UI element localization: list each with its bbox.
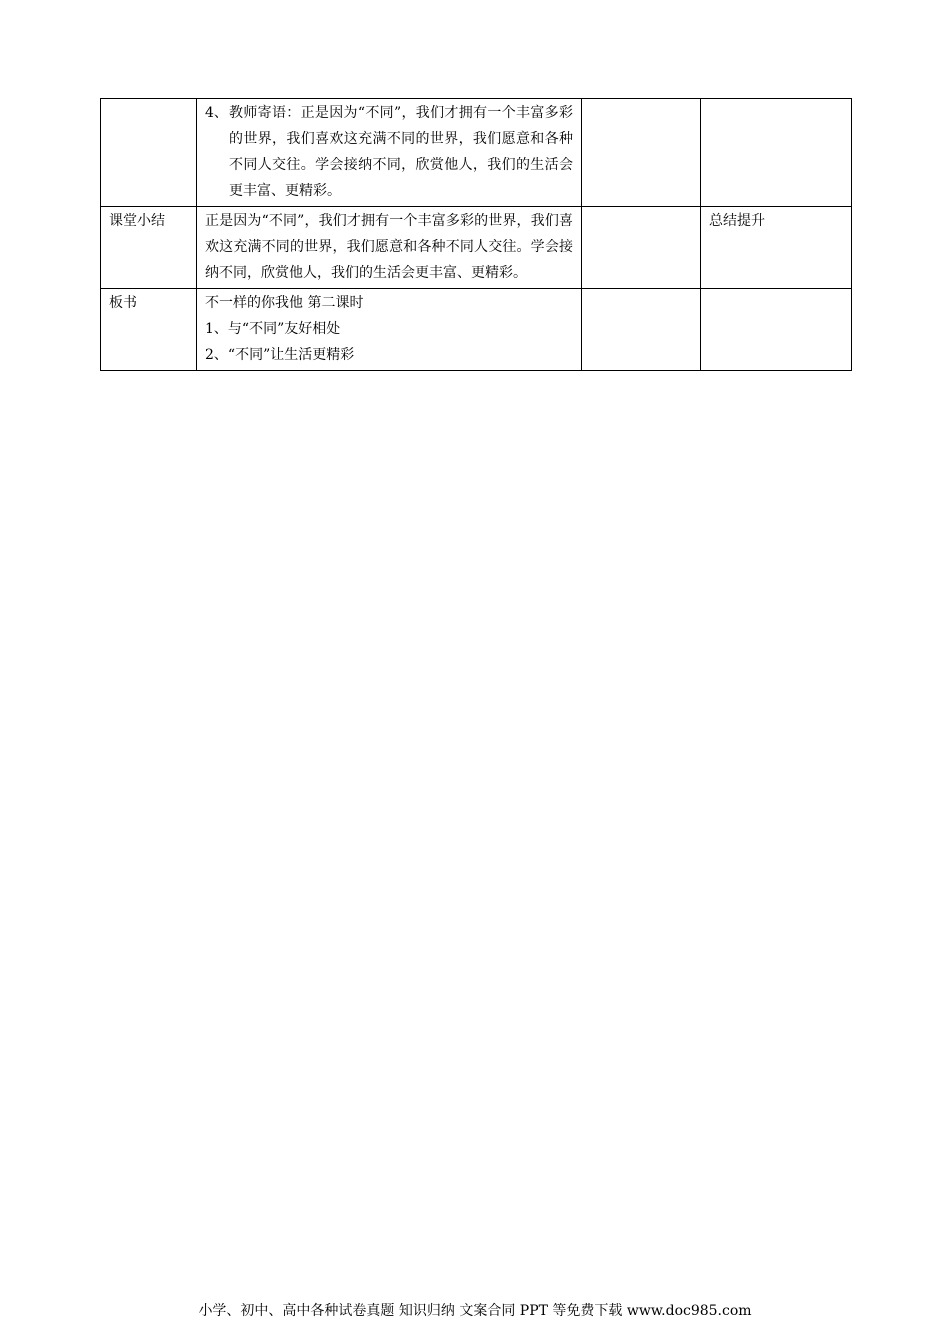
lesson-plan-table — [100, 98, 852, 371]
page-footer: 小学、初中、高中各种试卷真题 知识归纳 文案合同 PPT 等免费下载 www.doc985.com — [198, 1303, 752, 1319]
blackboard-point-2: 2、“不同”让生活更精彩 — [205, 347, 355, 363]
blackboard-content-cell — [197, 289, 582, 371]
summary-label-cell: 课堂小结 — [101, 207, 197, 289]
summary-col3-cell — [582, 207, 701, 289]
table-row-blackboard — [101, 289, 852, 371]
row1-col3-cell — [582, 99, 701, 207]
blackboard-point-1: 1、与“不同”友好相处 — [205, 321, 341, 337]
summary-content-cell — [197, 207, 582, 289]
blackboard-title-line: 不一样的你我他 第二课时 — [205, 295, 364, 311]
teacher-message-text: 教师寄语：正是因为“不同”，我们才拥有一个丰富多彩的世界，我们喜欢这充满不同的世界，我们愿意和各种不同人交往。学会接纳不同，欣赏他人，我们的生活会更丰富、更精彩。 — [229, 105, 573, 199]
row1-content-cell — [197, 99, 582, 207]
blackboard-label-cell: 板书 — [101, 289, 197, 371]
table-row-summary — [101, 207, 852, 289]
blackboard-col4-cell — [701, 289, 852, 371]
table-row-teacher-message — [101, 99, 852, 207]
summary-text: 正是因为“不同”，我们才拥有一个丰富多彩的世界，我们喜欢这充满不同的世界，我们愿意和各种不同人交往。学会接纳不同，欣赏他人，我们的生活会更丰富、更精彩。 — [205, 213, 573, 281]
teacher-message-item — [205, 100, 573, 204]
row1-col4-cell — [701, 99, 852, 207]
item-number: 4、 — [205, 105, 228, 121]
summary-purpose-cell: 总结提升 — [701, 207, 852, 289]
row1-label-cell — [101, 99, 197, 207]
blackboard-col3-cell — [582, 289, 701, 371]
